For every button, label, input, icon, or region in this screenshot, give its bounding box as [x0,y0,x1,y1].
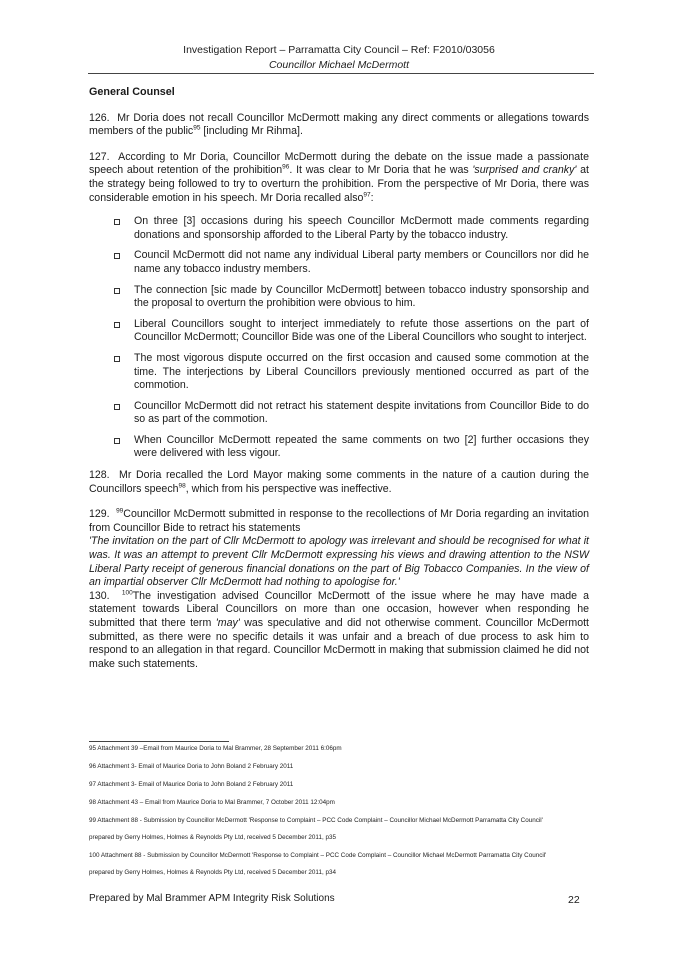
footnote-ref: 99 [116,507,124,515]
footnote-ref: 98 [178,482,186,490]
footnote: 100 Attachment 88 - Submission by Councillor McDermott 'Response to Complaint – PCC Code Complaint – Councillor Michael McDermott Parramatta City Council' [89,852,547,859]
footnote: 96 Attachment 3- Email of Maurice Doria to John Boland 2 February 2011 [89,763,294,770]
header-title: Investigation Report – Parramatta City Council – Ref: F2010/03056 [183,44,495,56]
block-quote: 'The invitation on the part of Cllr McDermott to apology was irrelevant and should be recognised for what it was. It was an attempt to prevent Cllr McDermott expressing his views and drawing attention to the NSW Liberal Party receipt of generous financial donations on the part of Big Tobacco Companies. In the view of an impartial observer Cllr McDermott had nothing to apologise for.' [89,535,589,589]
paragraph-number: 130. [89,589,110,602]
footnote: 98 Attachment 43 – Email from Maurice Doria to Mal Brammer, 7 October 2011 12:04pm [89,799,335,806]
footnote-ref: 96 [282,163,290,171]
paragraph-number: 128. [89,469,110,482]
paragraph-129: 129. $^{99}$Councillor McDermott submitted in response to the recollections of Mr Doria regarding an invitation from Councillor Bide to retract his statements [89,507,590,534]
report-body [89,86,589,671]
paragraph-number: 127. [89,150,110,163]
bullet-list [89,215,589,461]
list-item: Councillor McDermott did not retract his statement despite invitations from Councillor Bide to do so as part of the commotion. [89,400,589,427]
paragraph-128: 128. Mr Doria recalled the Lord Mayor making some comments in the nature of a caution during the Councillors speech$^{98}$, which from his perspective was ineffective. [89,469,590,495]
footnote: prepared by Gerry Holmes, Holmes & Reynolds Pty Ltd, received 5 December 2011, p34 [89,869,336,876]
paragraph-130: 130. $^{100}$The investigation advised Councillor McDermott of the issue where he may have made a statement towards Liberal Councillors on more than one occasion, however when responding he submitted that there term 'may' was speculative and did not otherwise comment. Councillor McDermott submitted, as there were no specific details it was unfair and a breach of due process to ask him to respond to an allegation in that regard. Councillor McDermott in making that submission claimed he did not make such statements. [89,589,589,670]
paragraph-number: 129. [89,508,110,521]
list-item: Liberal Councillors sought to interject immediately to refute those assertions on the part of Councillor McDermott; Councillor Bide was one of the Liberal Councillors who sought to interject. [89,318,589,345]
footnote-ref: 95 [193,124,201,132]
list-item: The connection [sic made by Councillor McDermott] between tobacco industry sponsorship and the proposal to overturn the prohibition were obvious to him. [89,284,589,311]
paragraph-127: 127. According to Mr Doria, Councillor McDermott during the debate on the issue made a passionate speech about retention of the prohibition$^{96}$. It was clear to Mr Doria that he was 'surprised and cranky' at the strategy being followed to try to overturn the prohibition. From the perspective of Mr Doria, there was considerable emotion in his speech. Mr Doria recalled also$^{97}$: [89,150,589,204]
paragraph-126: 126. Mr Doria does not recall Councillor McDermott making any direct comments or allegations towards members of the public$^{95}$ [including Mr Rihma]. [89,111,589,138]
page-header [88,43,590,73]
header-subtitle: Councillor Michael McDermott [268,59,410,71]
list-item: The most vigorous dispute occurred on the first occasion and caused some commotion at the time. The interjections by Liberal Councillors previously mentioned occurred as part of the commotion. [89,352,589,393]
footnote: 99 Attachment 88 - Submission by Councillor McDermott 'Response to Complaint – PCC Code Complaint – Councillor Michael McDermott Parramatta City Council' [89,817,543,824]
footnote: prepared by Gerry Holmes, Holmes & Reynolds Pty Ltd, received 5 December 2011, p35 [89,834,336,841]
paragraph-number: 126. [89,111,110,124]
footnote-ref: 100 [121,589,133,597]
footnotes [89,745,589,887]
section-heading: General Counsel [89,86,175,98]
footnote: 95 Attachment 39 –Email from Maurice Doria to Mal Brammer, 28 September 2011 6:06pm [89,745,342,752]
list-item: On three [3] occasions during his speech Councillor McDermott made comments regarding donations and sponsorship afforded to the Liberal Party by the tobacco industry. [89,215,589,242]
footnote-divider [89,741,229,742]
list-item: Council McDermott did not name any individual Liberal party members or Councillors nor did he name any tobacco industry members. [89,249,589,276]
footnote: 97 Attachment 3- Email of Maurice Doria to John Boland 2 February 2011 [89,781,294,788]
page-footer: Prepared by Mal Brammer APM Integrity Risk Solutions [89,893,335,904]
header-divider [88,73,594,74]
footnote-ref: 97 [363,191,371,199]
page-number: 22 [568,894,580,906]
list-item: When Councillor McDermott repeated the same comments on two [2] further occasions they were delivered with less vigour. [89,434,589,461]
